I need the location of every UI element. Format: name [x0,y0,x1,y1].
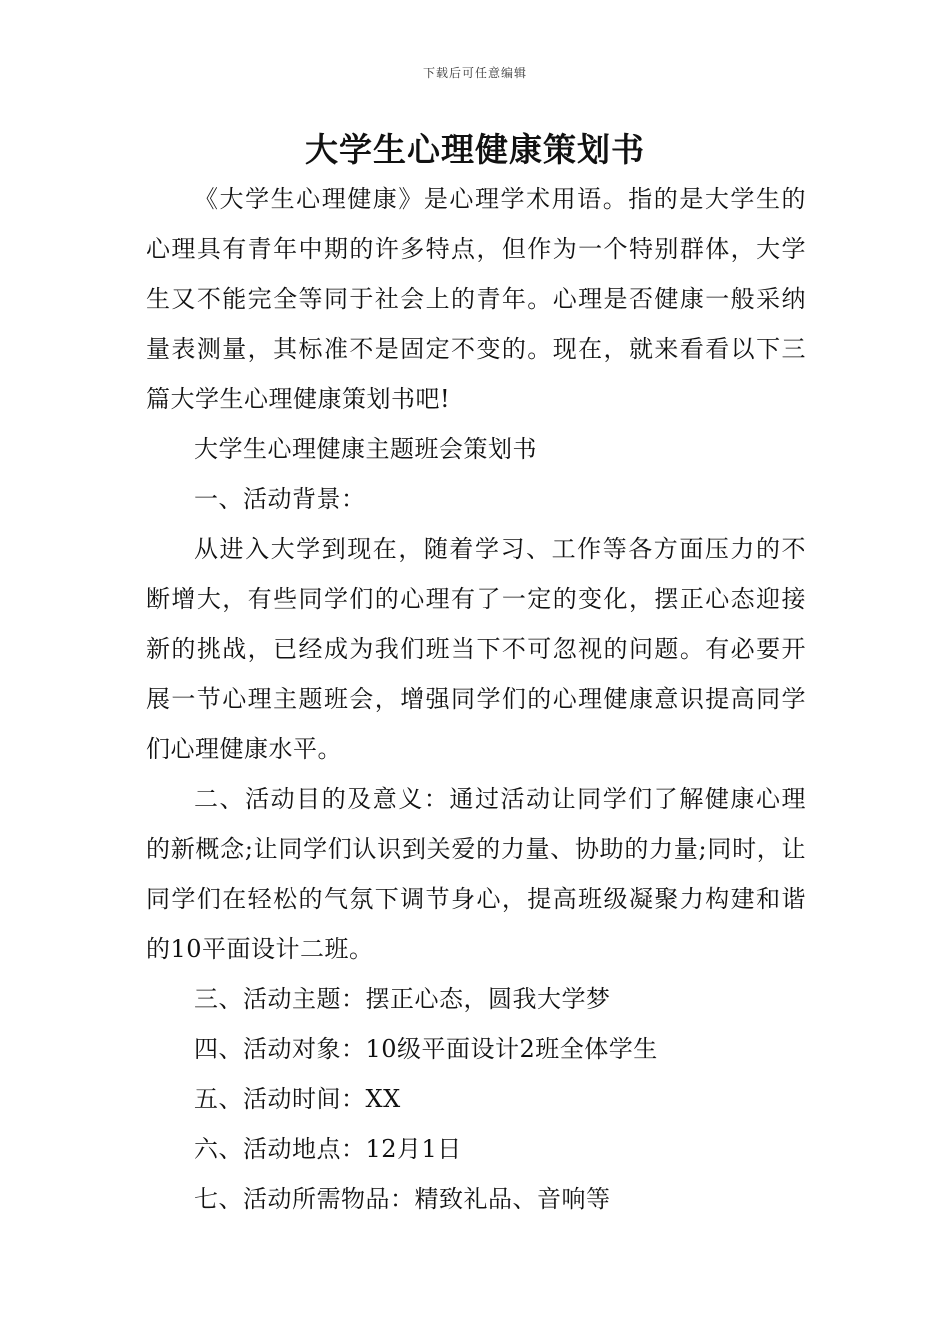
document-body [146,174,806,1224]
audience-line: 四、活动对象：10级平面设计2班全体学生 [194,1035,658,1063]
background-heading: 一、活动背景： [194,485,366,513]
intro-paragraph: 《大学生心理健康》是心理学术用语。指的是大学生的心理具有青年中期的许多特点，但作为一个特别群体，大学生又不能完全等同于社会上的青年。心理是否健康一般采纳量表测量，其标准不是固定不变的。现在，就来看看以下三篇大学生心理健康策划书吧! [146,185,806,413]
materials-line: 七、活动所需物品：精致礼品、音响等 [194,1185,611,1213]
header-note: 下载后可任意编辑 [422,66,527,80]
theme-line: 三、活动主题：摆正心态，圆我大学梦 [194,985,611,1013]
time-line: 五、活动时间：XX [194,1085,401,1113]
background-paragraph: 从进入大学到现在，随着学习、工作等各方面压力的不断增大，有些同学们的心理有了一定的变化，摆正心态迎接新的挑战，已经成为我们班当下不可忽视的问题。有必要开展一节心理主题班会，增强同学们的心理健康意识提高同学们心理健康水平。 [146,535,806,763]
purpose-paragraph: 二、活动目的及意义：通过活动让同学们了解健康心理的新概念;让同学们认识到关爱的力量、协助的力量;同时，让同学们在轻松的气氛下调节身心，提高班级凝聚力构建和谐的10平面设计二班。 [146,785,806,963]
location-line: 六、活动地点：12月1日 [194,1135,462,1163]
section-heading: 大学生心理健康主题班会策划书 [194,435,537,463]
document-title: 大学生心理健康策划书 [305,130,645,169]
